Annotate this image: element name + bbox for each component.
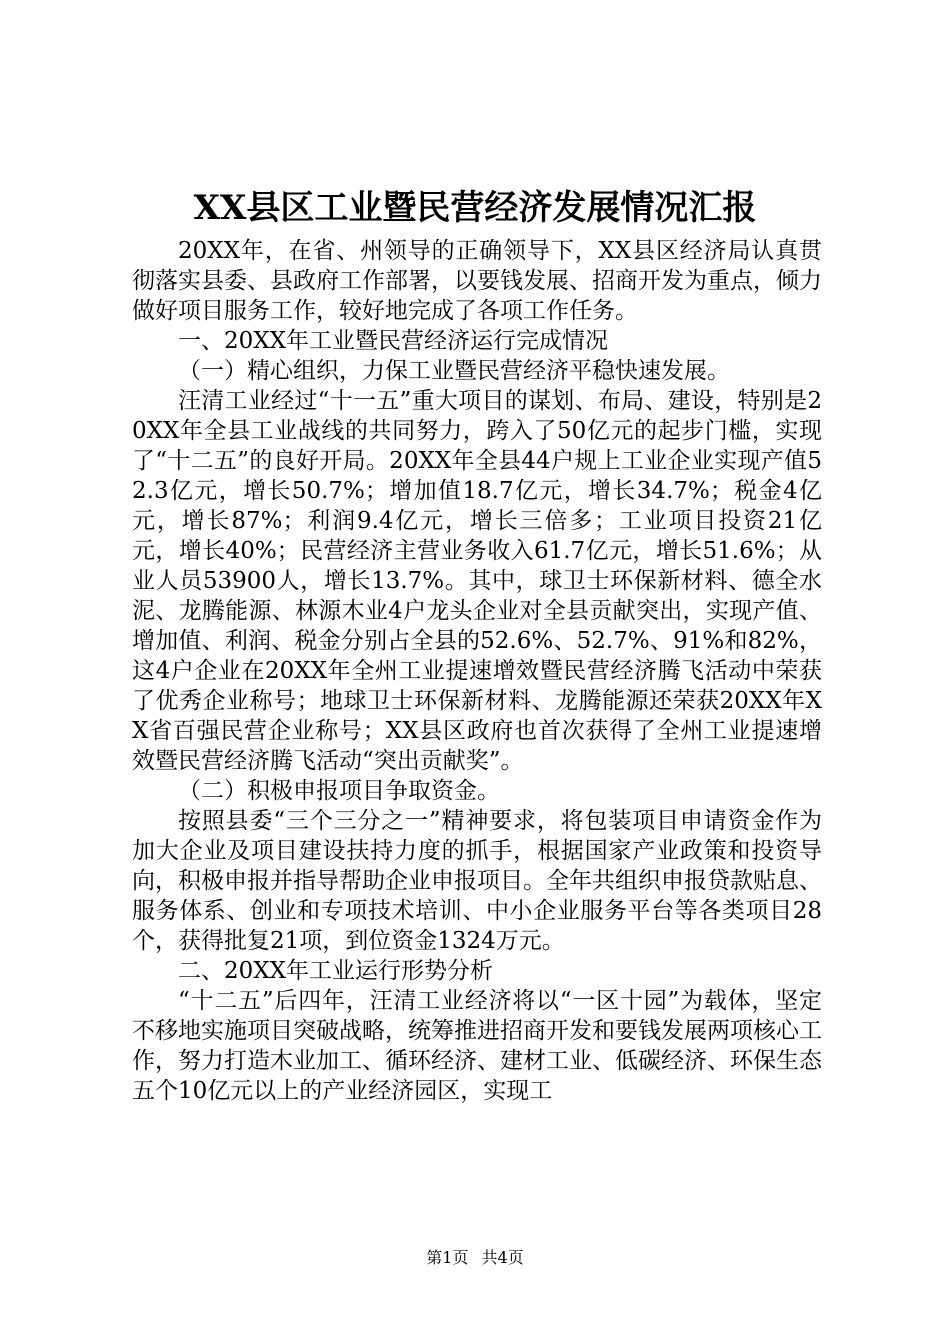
paragraph-funding: 按照县委“三个三分之一”精神要求，将包装项目申请资金作为加大企业及项目建设扶持力度的抓手，根据国家产业政策和投资导向，积极申报并指导帮助企业申报项目。全年共组织申报贷款贴息、服务体系、创业和专项技术培训、中小企业服务平台等各类项目28个，获得批复21项，到位资金1324万元。 [132, 808, 822, 954]
section-heading-2: 二、20XX年工业运行形势分析 [178, 958, 494, 984]
subsection-heading-2: （二）积极申报项目争取资金。 [178, 778, 500, 804]
page-footer [0, 1245, 950, 1268]
section-heading-1: 一、20XX年工业暨民营经济运行完成情况 [178, 328, 609, 354]
paragraph-intro: 20XX年，在省、州领导的正确领导下，XX县区经济局认真贯彻落实县委、县政府工作部署，以要钱发展、招商开发为重点，倾力做好项目服务工作，较好地完成了各项工作任务。 [132, 238, 822, 324]
paragraph-performance: 汪清工业经过“十一五”重大项目的谋划、布局、建设，特别是20XX年全县工业战线的共同努力，跨入了50亿元的起步门槛，实现了“十二五”的良好开局。20XX年全县44户规上工业企业实现产值52.3亿元，增长50.7%；增加值18.7亿元，增长34.7%；税金4亿元，增长87%；利润9.4亿元，增长三倍多；工业项目投资21亿元，增长40%；民营经济主营业务收入61.7亿元，增长51.6%；从业人员53900人，增长13.7%。其中，球卫士环保新材料、德全水泥、龙腾能源、林源木业4户龙头企业对全县贡献突出，实现产值、增加值、利润、税金分别占全县的52.6%、52.7%、91%和82%，这4户企业在20XX年全州工业提速增效暨民营经济腾飞活动中荣获了优秀企业称号；地球卫士环保新材料、龙腾能源还荣获20XX年XX省百强民营企业称号；XX县区政府也首次获得了全州工业提速增效暨民营经济腾飞活动“突出贡献奖”。 [132, 388, 822, 774]
page-total: 共4页 [481, 1248, 524, 1267]
paragraph-outlook: “十二五”后四年，汪清工业经济将以“一区十园”为载体，坚定不移地实施项目突破战略，统筹推进招商开发和要钱发展两项核心工作，努力打造木业加工、循环经济、建材工业、低碳经济、环保生态五个10亿元以上的产业经济园区，实现工 [132, 988, 822, 1104]
subsection-heading-1: （一）精心组织，力保工业暨民营经济平稳快速发展。 [178, 358, 730, 384]
document-title: XX县区工业暨民营经济发展情况汇报 [193, 188, 757, 228]
document-body [132, 236, 822, 1106]
page-number: 第1页 [426, 1248, 469, 1267]
